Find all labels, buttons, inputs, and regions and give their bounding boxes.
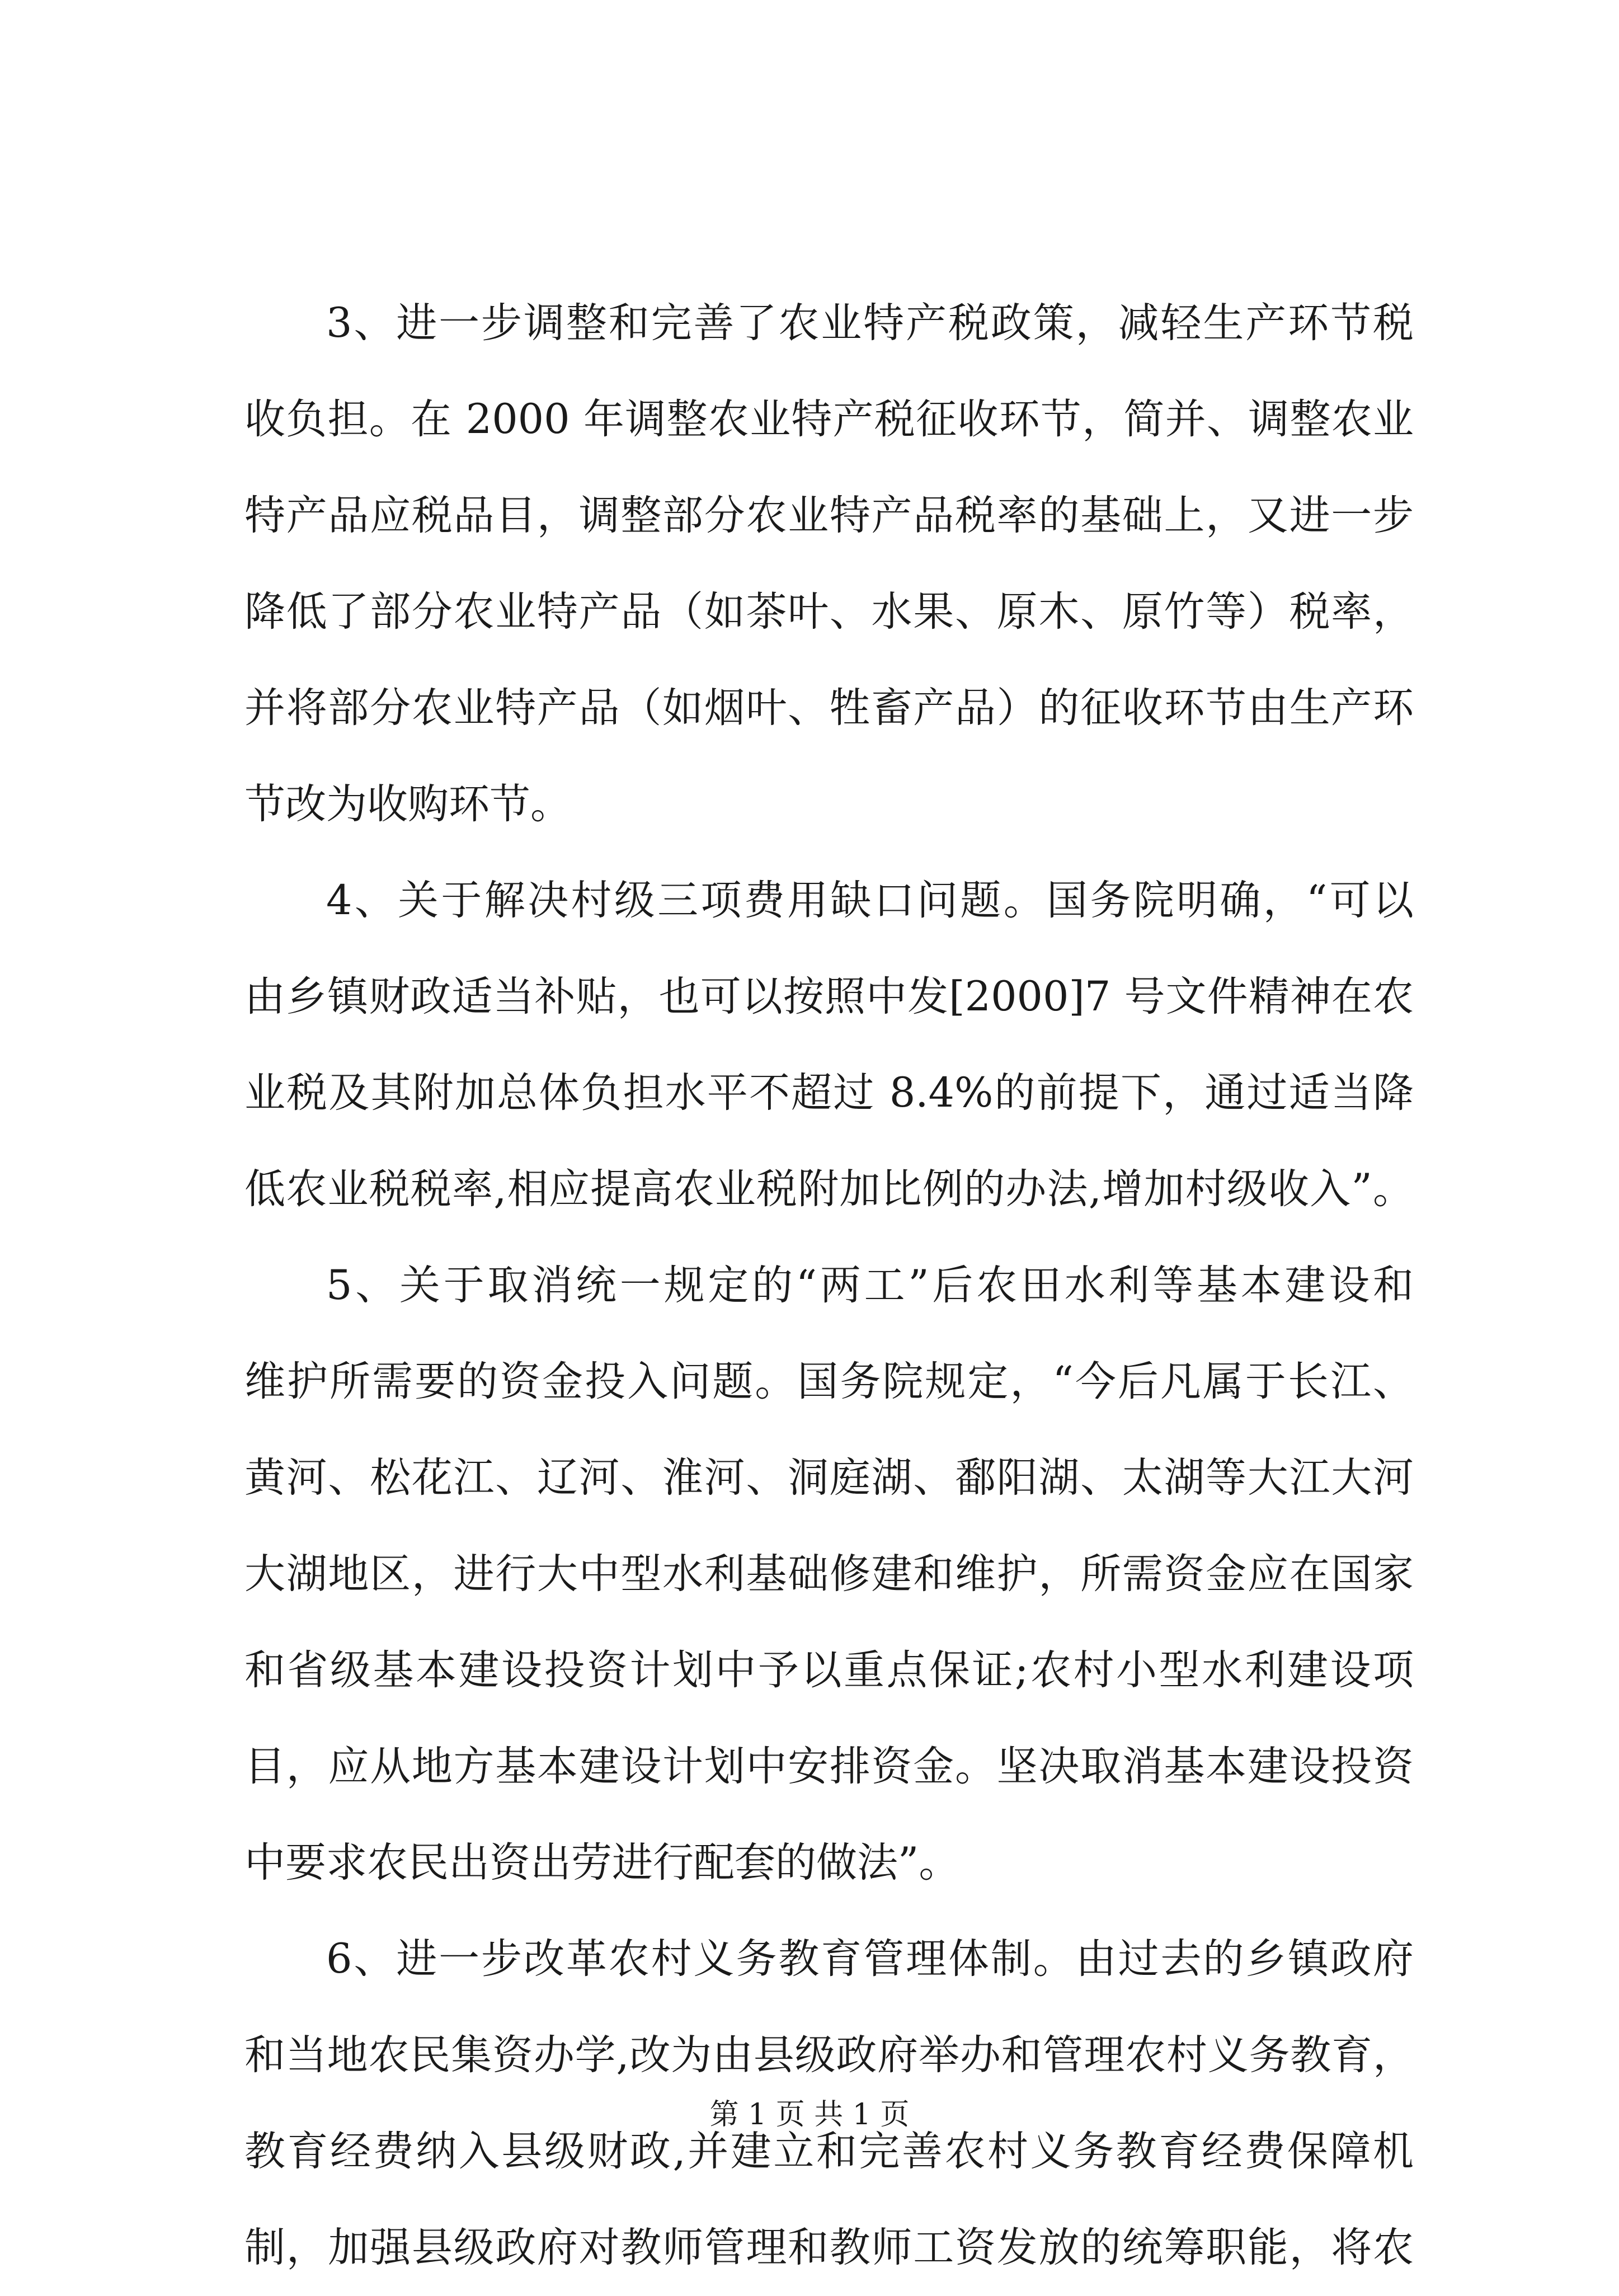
paragraph-5-line-2: 维护所需要的资金投入问题。国务院规定，“今后凡属于长江、 <box>244 1358 1414 1405</box>
paragraph-5-line-4: 大湖地区，进行大中型水利基础修建和维护，所需资金应在国家 <box>244 1550 1414 1598</box>
paragraph-3-line-3: 特产品应税品目，调整部分农业特产品税率的基础上，又进一步 <box>244 492 1414 539</box>
paragraph-6-line-1: 6、进一步改革农村义务教育管理体制。由过去的乡镇政府 <box>326 1935 1414 1983</box>
paragraph-5-line-5: 和省级基本建设投资计划中予以重点保证;农村小型水利建设项 <box>244 1646 1414 1694</box>
paragraph-4-line-4: 低农业税税率,相应提高农业税附加比例的办法,增加村级收入”。 <box>244 1165 1414 1213</box>
paragraph-3-line-1: 3、进一步调整和完善了农业特产税政策，减轻生产环节税 <box>326 299 1414 347</box>
page-number-footer: 第 1 页 共 1 页 <box>709 2098 910 2132</box>
paragraph-6-line-4: 制，加强县级政府对教师管理和教师工资发放的统筹职能，将农 <box>244 2224 1414 2271</box>
paragraph-6-line-3: 教育经费纳入县级财政,并建立和完善农村义务教育经费保障机 <box>244 2128 1414 2175</box>
paragraph-3-line-4: 降低了部分农业特产品（如茶叶、水果、原木、原竹等）税率， <box>244 588 1414 636</box>
paragraph-5-line-3: 黄河、松花江、辽河、淮河、洞庭湖、鄱阳湖、太湖等大江大河 <box>244 1454 1414 1502</box>
paragraph-5-line-1: 5、关于取消统一规定的“两工”后农田水利等基本建设和 <box>326 1262 1414 1309</box>
paragraph-3-line-5: 并将部分农业特产品（如烟叶、牲畜产品）的征收环节由生产环 <box>244 684 1414 732</box>
paragraph-3-line-6: 节改为收购环节。 <box>244 780 571 828</box>
paragraph-4-line-3: 业税及其附加总体负担水平不超过 8.4%的前提下，通过适当降 <box>244 1069 1414 1117</box>
paragraph-3-line-2: 收负担。在 2000 年调整农业特产税征收环节，简并、调整农业 <box>244 396 1414 443</box>
paragraph-6-line-2: 和当地农民集资办学,改为由县级政府举办和管理农村义务教育， <box>244 2031 1414 2079</box>
paragraph-4-line-2: 由乡镇财政适当补贴，也可以按照中发[2000]7 号文件精神在农 <box>244 973 1414 1020</box>
paragraph-4-line-1: 4、关于解决村级三项费用缺口问题。国务院明确，“可以 <box>326 877 1414 924</box>
paragraph-5-line-6: 目，应从地方基本建设计划中安排资金。坚决取消基本建设投资 <box>244 1743 1414 1790</box>
paragraph-5-line-7: 中要求农民出资出劳进行配套的做法”。 <box>244 1839 960 1886</box>
document-body <box>244 275 1414 2296</box>
